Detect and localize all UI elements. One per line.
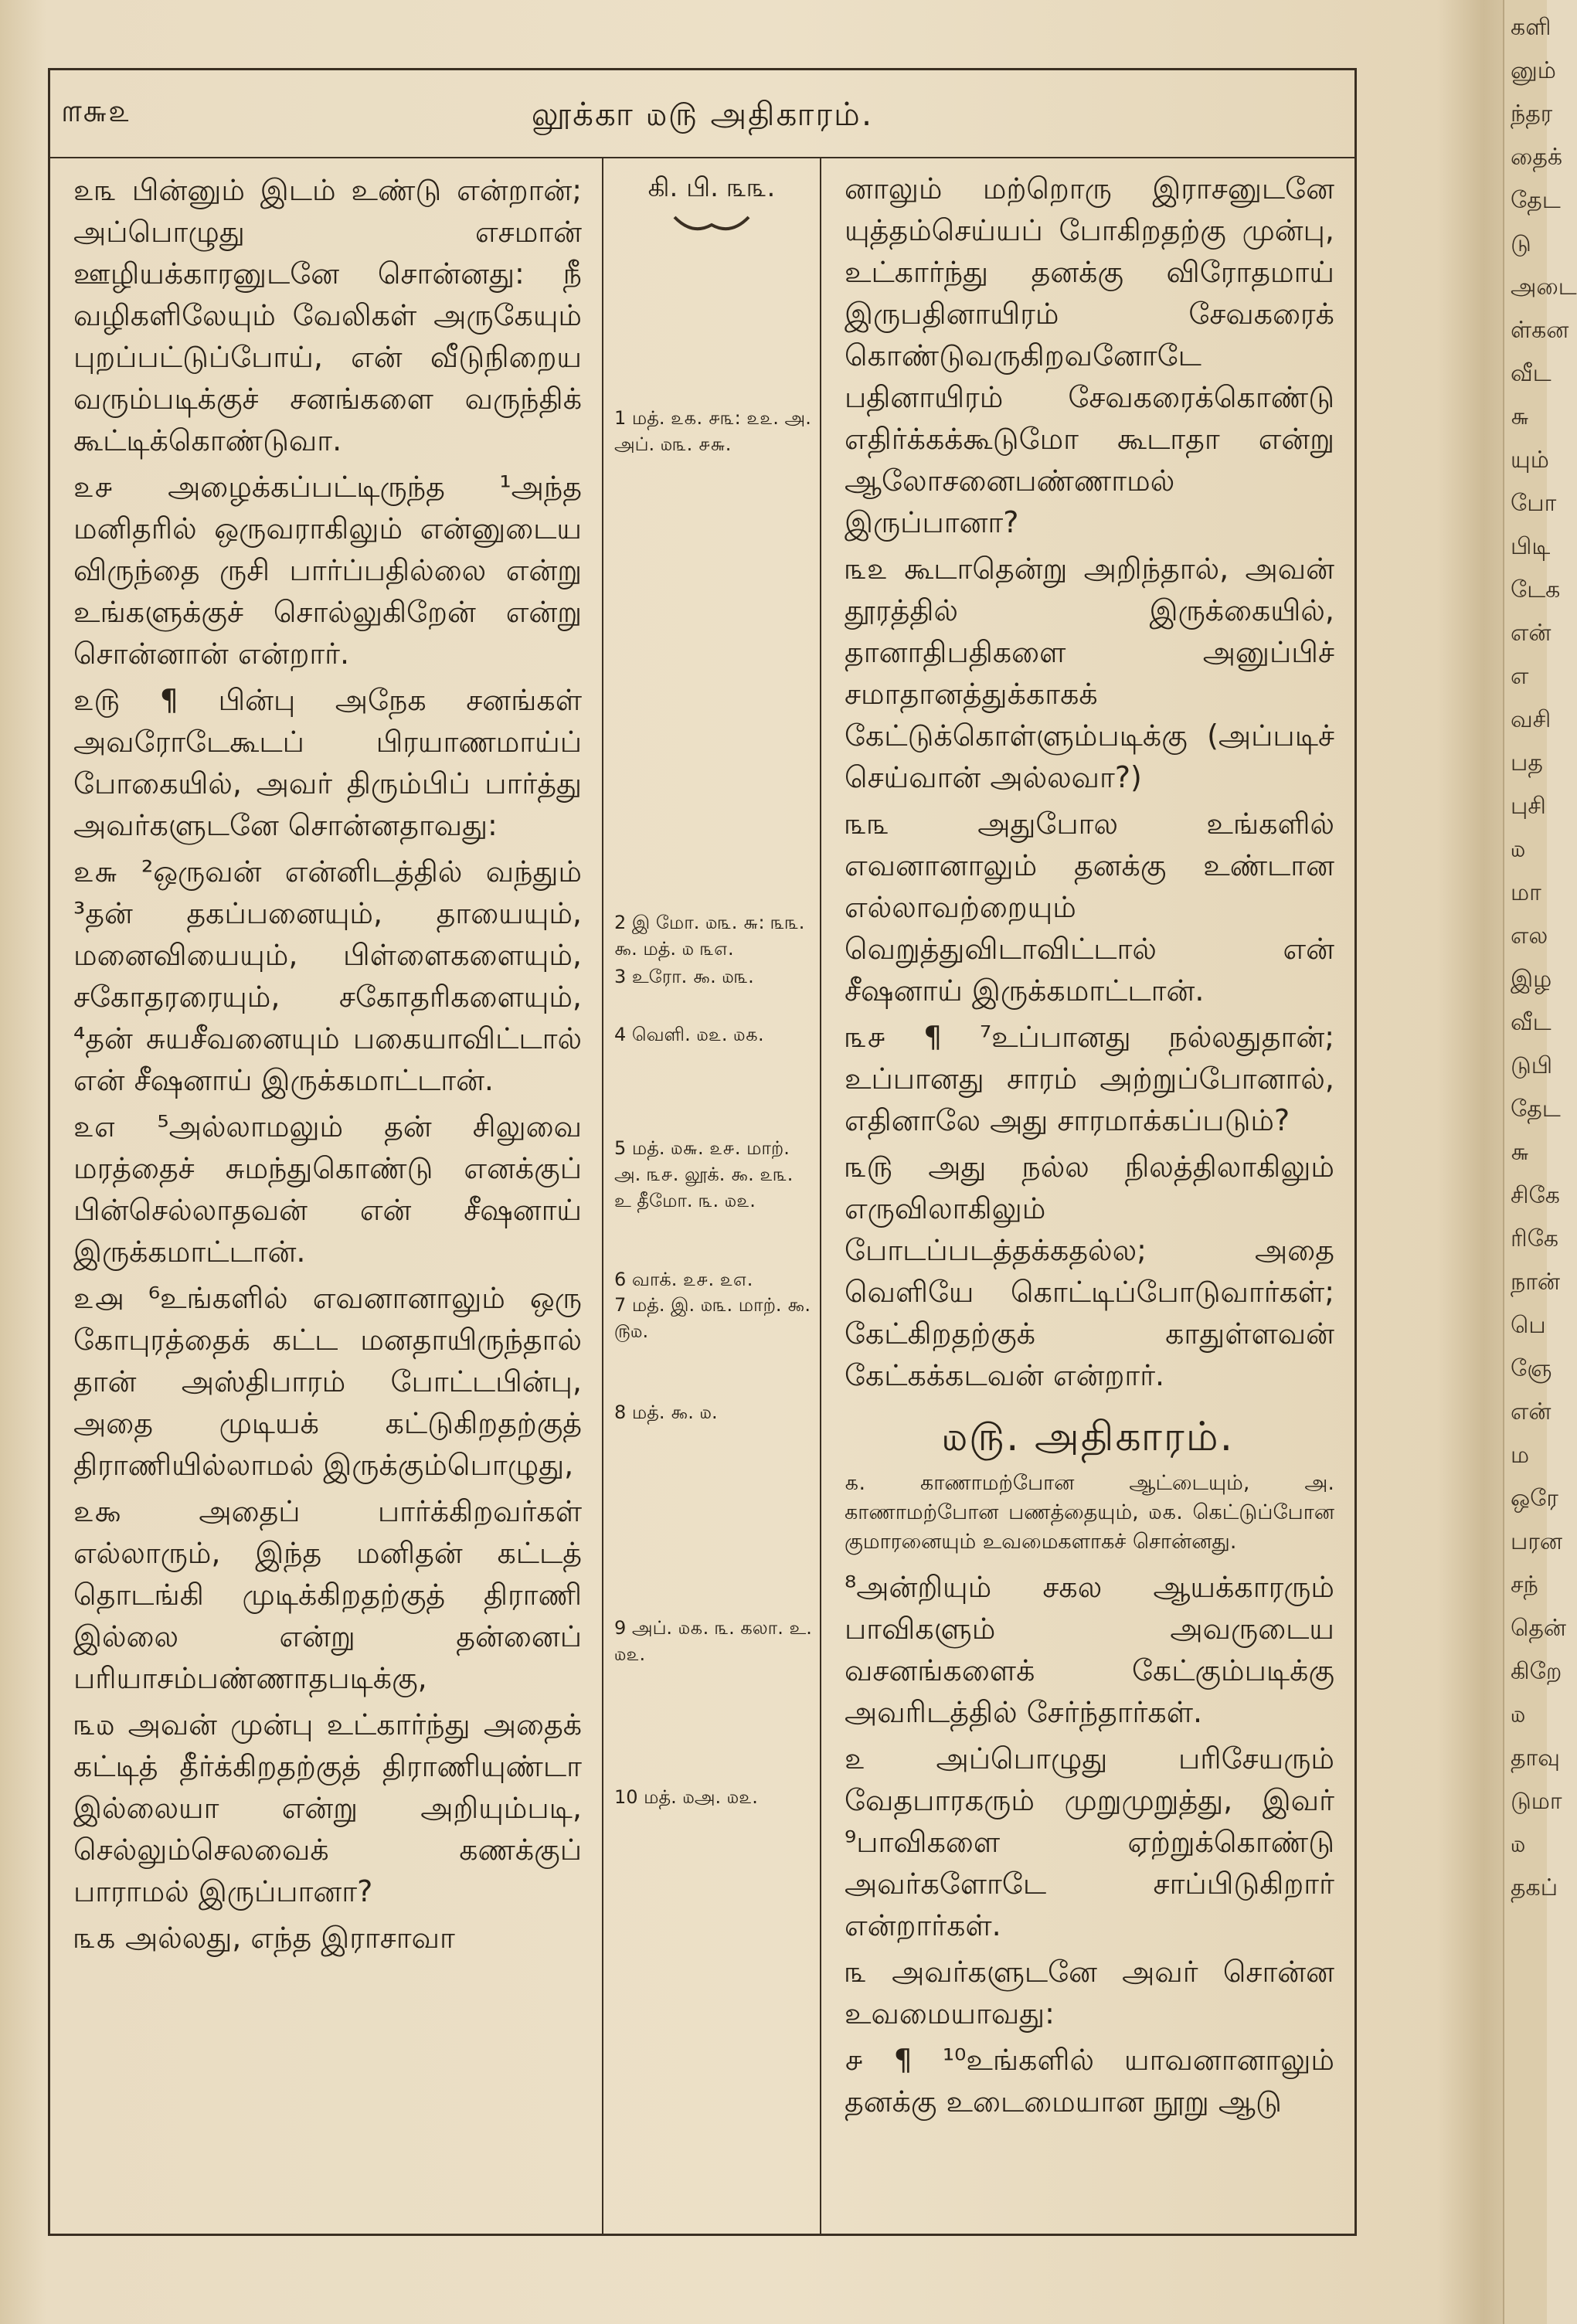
chapter-heading: ௰௫. அதிகாரம். [941, 1414, 1235, 1460]
adjacent-page-fragment: புசி [1511, 793, 1546, 820]
adjacent-page-fragment: நான் [1511, 1269, 1561, 1296]
cross-reference: 1 மத். ௨௧. ௪௩: ௨௨. அ. அப். ௰௩. ௪௬. [614, 407, 811, 456]
verse-paragraph: ௩௰ அவன் முன்பு உட்கார்ந்து அதைக் கட்டித் தீர்க்கிறதற்குத் திராணியுண்டா இல்லையா என்று அறியும்படி, செல்லும்செலவைக் கணக்குப் பாராமல் இருப்பானா? [73, 1707, 582, 1908]
adjacent-page-fragment: ௰ [1511, 836, 1526, 863]
verse-paragraph: ⁸அன்றியும் சகல ஆயக்காரரும் பாவிகளும் அவருடைய வசனங்களைக் கேட்கும்படிக்கு அவரிடத்தில் சேர்ந்தார்கள். [845, 1570, 1334, 1729]
adjacent-page-fragment: ௰ [1511, 1701, 1526, 1728]
adjacent-page-fragment: டுபி [1511, 1052, 1553, 1079]
adjacent-page-fragment: ௬ [1511, 403, 1530, 430]
adjacent-page-fragment: என் [1511, 620, 1552, 647]
adjacent-page-fragment: எ [1511, 663, 1529, 690]
verse-paragraph: ௩௪ ¶ ⁷உப்பானது நல்லதுதான்; உப்பானது சாரம் அற்றுப்போனால், எதினாலே அது சாரமாக்கப்படும்? [845, 1020, 1334, 1137]
adjacent-page-fragment: ௰ [1511, 1831, 1526, 1858]
adjacent-page-fragment: தைக் [1511, 144, 1563, 171]
adjacent-page-fragment: மா [1511, 879, 1541, 906]
verse-paragraph: ௨௯ அதைப் பார்க்கிறவர்கள் எல்லாரும், இந்த மனிதன் கட்டத் தொடங்கி முடிக்கிறதற்குத் திராணி இல்லை என்று தன்னைப் பரியாசம்பண்ணாதபடிக்கு, [73, 1494, 582, 1695]
adjacent-page-fragment: வீட [1511, 360, 1552, 387]
verse-paragraph: ௨ அப்பொழுது பரிசேயரும் வேதபாரகரும் முறுமுறுத்து, இவர் ⁹பாவிகளை ஏற்றுக்கொண்டு அவர்களோடே சாப்பிடுகிறார் என்றார்கள். [845, 1741, 1334, 1942]
adjacent-page-fragment: பெ [1511, 1312, 1546, 1339]
margin-year-header: கி. பி. ௩௩. [647, 172, 776, 203]
adjacent-page-fragment: தகப் [1511, 1874, 1558, 1901]
adjacent-page-fragment: பத [1511, 749, 1543, 776]
adjacent-page-fragment: தேட [1511, 1096, 1561, 1123]
page-header [50, 70, 1354, 158]
verse-paragraph: னாலும் மற்றொரு இராசனுடனே யுத்தம்செய்யப் போகிறதற்கு முன்பு, உட்கார்ந்து தனக்கு விரோதமாய் இருபதினாயிரம் சேவகரைக் கொண்டுவருகிறவனோடே பதினாயிரம் சேவகரைக்கொண்டு எதிர்க்கக்கூடுமோ கூடாதா என்று ஆலோசனைபண்ணாமல் இருப்பானா? [845, 172, 1334, 539]
adjacent-page-fragment: சிகே [1511, 1182, 1560, 1209]
running-title: லூக்கா ௰௫ அதிகாரம். [531, 95, 874, 133]
cross-reference: 6 வாக். ௨௪. ௨௭. [614, 1268, 753, 1290]
verse-paragraph: ௩௨ கூடாதென்று அறிந்தால், அவன் தூரத்தில் இருக்கையில், தானாதிபதிகளை அனுப்பிச் சமாதானத்துக்காகக் கேட்டுக்கொள்ளும்படிக்கு (அப்படிச் செய்வான் அல்லவா?) [845, 552, 1334, 794]
left-text-column [50, 157, 603, 2234]
verse-paragraph: ௪ ¶ ¹⁰உங்களில் யாவனானாலும் தனக்கு உடைமையான நூறு ஆடு [845, 2043, 1334, 2118]
cross-reference: 5 மத். ௰௬. ௨௪. மாற். அ. ௩௪. லூக். ௯. ௨௩. உ தீமோ. ௩. ௰௨. [614, 1137, 794, 1212]
adjacent-page-fragment: அடை [1511, 274, 1577, 301]
adjacent-page-fragment: டுமா [1511, 1788, 1562, 1815]
verse-paragraph: ௨௪ அழைக்கப்பட்டிருந்த ¹அந்த மனிதரில் ஒருவராகிலும் என்னுடைய விருந்தை ருசி பார்ப்பதில்லை என்று உங்களுக்குச் சொல்லுகிறேன் என்று சொன்னான் என்றார். [73, 470, 582, 671]
adjacent-page-fragment: ரிகே [1511, 1225, 1559, 1252]
adjacent-page-fragment: களி [1511, 14, 1552, 41]
adjacent-page-fragment: யும் [1511, 447, 1549, 474]
cross-reference-column [603, 157, 821, 2234]
cross-reference: 8 மத். ௯. ௰. [614, 1402, 718, 1424]
right-text-column [821, 157, 1354, 2234]
adjacent-page-fragment: போ [1511, 490, 1557, 517]
verse-paragraph: ௨௭ ⁵அல்லாமலும் தன் சிலுவை மரத்தைச் சுமந்துகொண்டு எனக்குப் பின்செல்லாதவன் என் சீஷனாய் இருக்கமாட்டான். [73, 1109, 582, 1269]
adjacent-page-edge [1503, 0, 1577, 2324]
adjacent-page-fragment: டு [1511, 230, 1531, 257]
verse-paragraph: ௩௫ அது நல்ல நிலத்திலாகிலும் எருவிலாகிலும் போடப்படத்தக்கதல்ல; அதை வெளியே கொட்டிப்போடுவார்கள்; கேட்கிறதற்குக் காதுள்ளவன் கேட்கக்கடவன் என்றார். [845, 1150, 1334, 1392]
cross-reference: 7 மத். இ. ௰௩. மாற். ௯. ௫௰. [614, 1293, 811, 1342]
page-number: ௱௬௨ [61, 93, 131, 129]
adjacent-page-fragment: னும் [1511, 57, 1556, 84]
adjacent-page-fragment: ள்கன [1511, 317, 1569, 344]
cross-reference: 10 மத். ௰அ. ௰௨. [614, 1786, 758, 1809]
adjacent-page-fragment: வீட [1511, 1009, 1552, 1036]
adjacent-page-fragment: தாவு [1511, 1745, 1560, 1772]
adjacent-page-fragment: என் [1511, 1398, 1552, 1425]
adjacent-page-fragment: டேக [1511, 576, 1561, 603]
verse-paragraph: ௨௫ ¶ பின்பு அநேக சனங்கள் அவரோடேகூடப் பிரயாணமாய்ப் போகையில், அவர் திரும்பிப் பார்த்து அவர்களுடனே சொன்னதாவது: [73, 683, 582, 842]
ornament-flourish [673, 212, 750, 236]
adjacent-page-fragment: பிடி [1511, 533, 1551, 560]
adjacent-page-fragment: ந்தர [1511, 100, 1553, 127]
verse-paragraph: ௨௩ பின்னும் இடம் உண்டு என்றான்; அப்பொழுது எசமான் ஊழியக்காரனுடனே சொன்னது: நீ வழிகளிலேயும் வேலிகள் அருகேயும் புறப்பட்டுப்போய், என் வீடுநிறைய வரும்படிக்குச் சனங்களை வருந்திக் கூட்டிக்கொண்டுவா. [73, 173, 582, 457]
verse-paragraph: ௩௩ அதுபோல உங்களில் எவனானாலும் தனக்கு உண்டான எல்லாவற்றையும் வெறுத்துவிடாவிட்டால் என் சீஷனாய் இருக்கமாட்டான். [845, 807, 1334, 1007]
adjacent-page-fragment: சந் [1511, 1571, 1538, 1599]
verse-paragraph: ௨௬ ²ஒருவன் என்னிடத்தில் வந்தும் ³தன் தகப்பனையும், தாயையும், மனைவியையும், பிள்ளைகளையும், சகோதரரையும், சகோதரிகளையும், ⁴தன் சுயசீவனையும் பகையாவிட்டால் என் சீஷனாய் இருக்கமாட்டான். [73, 855, 582, 1097]
adjacent-page-fragment: தேட [1511, 187, 1561, 214]
cross-reference: 2 இ மோ. ௰௩. ௬: ௩௩. ௯. மத். ௰ ௩௭. [614, 912, 805, 960]
verse-paragraph: ௩௧ அல்லது, எந்த இராசாவா [73, 1921, 455, 1955]
chapter-summary: ௧. காணாமற்போன ஆட்டையும், அ. காணாமற்போன பணத்தையும், ௰௧. கெட்டுப்போன குமாரனையும் உவமைகளாகச் சொன்னது. [845, 1471, 1334, 1554]
verse-paragraph: ௨௮ ⁶உங்களில் எவனானாலும் ஒரு கோபுரத்தைக் கட்ட மனதாயிருந்தால் தான் அஸ்திபாரம் போட்டபின்பு, அதை முடியக் கட்டுகிறதற்குத் திராணியில்லாமல் இருக்கும்பொழுது, [73, 1281, 582, 1482]
adjacent-page-fragment: வசி [1511, 706, 1552, 733]
cross-reference: 4 வெளி. ௰௨. ௰௧. [614, 1023, 764, 1045]
adjacent-page-fragment: ஒரே [1511, 1485, 1558, 1512]
verse-paragraph: ௩ அவர்களுடனே அவர் சொன்ன உவமையாவது: [845, 1955, 1334, 2030]
cross-reference: 9 அப். ௰௧. ௩. கலா. உ. ௰௨. [614, 1617, 812, 1666]
adjacent-page-fragment: எல [1511, 922, 1548, 950]
adjacent-page-fragment: ஞே [1511, 1355, 1552, 1382]
cross-reference: 3 உரோ. ௯. ௰௩. [614, 966, 754, 988]
book-page [48, 68, 1357, 2236]
adjacent-page-fragment: ம [1511, 1442, 1530, 1469]
adjacent-page-fragment: ௬ [1511, 1139, 1530, 1166]
adjacent-page-fragment: இழ [1511, 966, 1552, 993]
adjacent-page-fragment: தென் [1511, 1615, 1566, 1642]
adjacent-page-fragment: கிறே [1511, 1658, 1562, 1685]
adjacent-page-fragment: பரன [1511, 1528, 1562, 1555]
